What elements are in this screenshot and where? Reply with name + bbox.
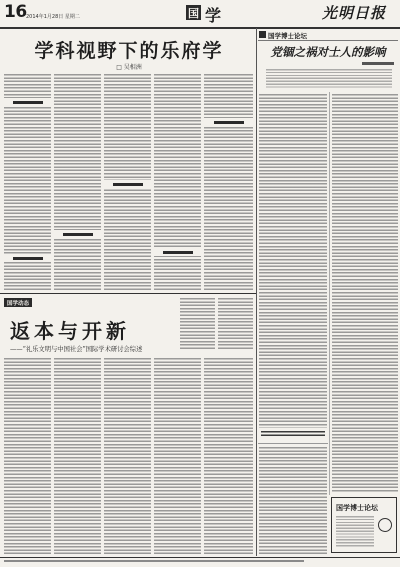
text-column [154, 358, 201, 554]
author-affiliation-note [261, 431, 325, 438]
text-column [180, 298, 215, 350]
text-column [204, 74, 253, 290]
forum-promo-box [331, 497, 397, 553]
section-subhead [54, 230, 101, 238]
forum-column-label: 国学博士论坛 [268, 32, 307, 40]
news-headline: 返本与开新 [10, 319, 130, 343]
text-column [259, 447, 327, 554]
column-divider [329, 92, 330, 495]
news-tag: 国学动态 [4, 298, 32, 307]
forum-label-icon [259, 31, 266, 38]
forum-byline [362, 62, 394, 65]
section-subhead [4, 98, 51, 106]
article-divider [0, 293, 256, 294]
issue-date: 2014年1月28日 星期二 [26, 14, 80, 20]
text-column [259, 94, 327, 428]
author-info-box [266, 69, 392, 89]
section-logo-icon: 国 [188, 6, 199, 20]
forum-headline: 党锢之祸对士人的影响 [270, 45, 386, 59]
section-title: 学 [205, 6, 222, 25]
section-subhead [204, 118, 253, 126]
text-column [54, 358, 101, 554]
seal-icon [378, 518, 392, 532]
promo-title: 国学博士论坛 [336, 503, 378, 512]
section-subhead [104, 180, 151, 188]
article-divider [258, 443, 328, 444]
text-column [4, 358, 51, 554]
text-column [104, 358, 151, 554]
column-divider [256, 28, 257, 556]
header-rule [0, 27, 400, 29]
section-subhead [4, 254, 51, 262]
text-column [204, 358, 253, 554]
text-column [332, 94, 398, 492]
text-column [154, 74, 201, 290]
footer-rule [0, 557, 400, 558]
promo-text [336, 516, 374, 548]
lead-headline: 学科视野下的乐府学 [34, 40, 224, 62]
lead-byline: □ 吴相洲 [116, 64, 142, 71]
text-column [54, 74, 101, 290]
page-number: 16 [4, 2, 27, 22]
news-subtitle: ——“礼乐文明与中国社会”国际学术研讨会综述 [10, 346, 143, 353]
footer-imprint [4, 560, 304, 562]
text-column [218, 298, 253, 350]
forum-label-rule [258, 40, 398, 41]
masthead-logo: 光明日报 [322, 4, 387, 22]
section-subhead [154, 248, 201, 256]
